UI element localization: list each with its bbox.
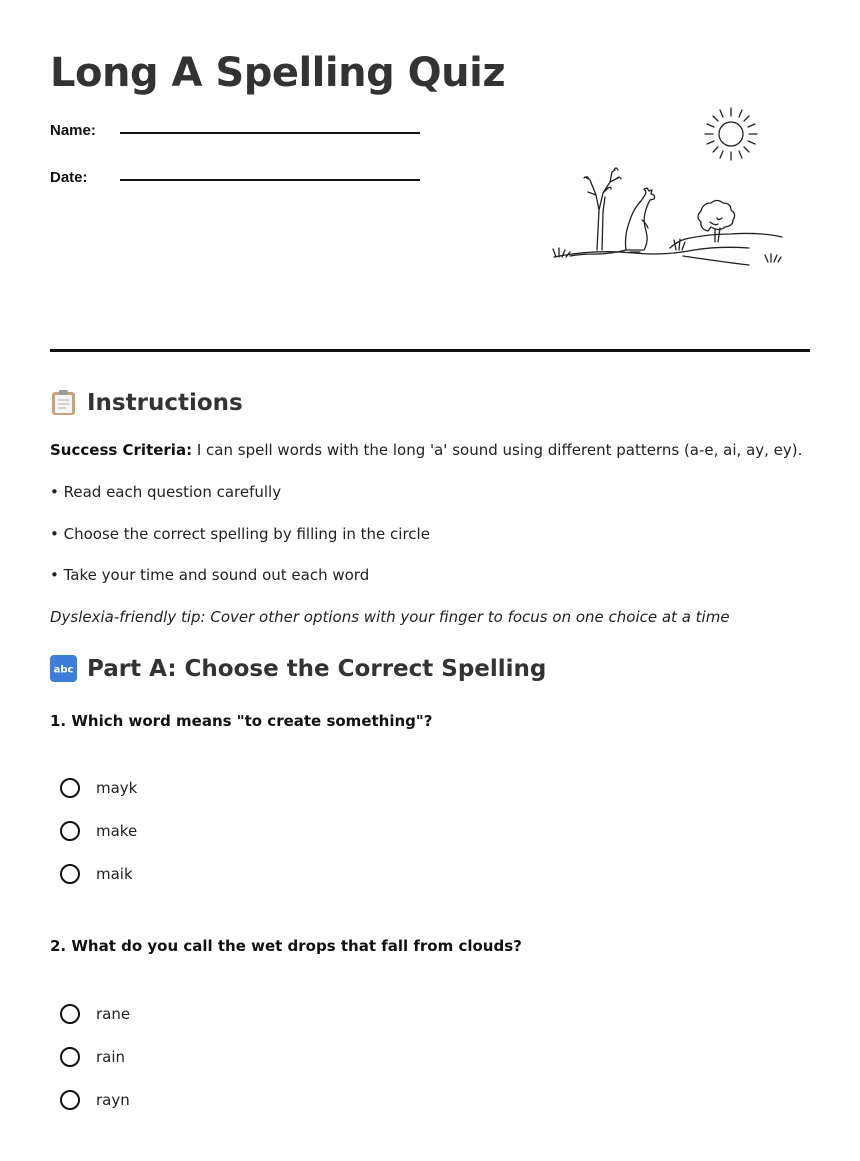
gum-tree-icon <box>584 168 621 250</box>
q1-option-2[interactable] <box>60 821 137 841</box>
q2-option-1[interactable] <box>60 1004 130 1024</box>
radio-circle[interactable] <box>60 821 80 841</box>
ground-icon <box>554 233 782 265</box>
name-label: Name: <box>50 122 96 139</box>
radio-circle[interactable] <box>60 864 80 884</box>
instruction-bullet: • Take your time and sound out each word <box>50 566 370 584</box>
sun-icon <box>705 108 757 160</box>
name-line[interactable] <box>120 132 420 134</box>
svg-text:abc: abc <box>53 664 74 676</box>
kangaroo-landscape-illustration <box>550 100 790 270</box>
instructions-heading <box>50 389 243 416</box>
kangaroo-icon <box>570 188 655 256</box>
grass-tufts-icon <box>553 239 781 262</box>
question-1: 1. Which word means "to create something"? <box>50 712 433 730</box>
date-label: Date: <box>50 169 88 186</box>
option-label: rain <box>96 1048 126 1066</box>
option-label: rayn <box>96 1091 130 1109</box>
part-a-heading-text: Part A: Choose the Correct Spelling <box>87 655 547 682</box>
radio-circle[interactable] <box>60 1047 80 1067</box>
dyslexia-tip: Dyslexia-friendly tip: Cover other options with your finger to focus on one choice at a time <box>50 608 730 626</box>
instruction-bullet: • Choose the correct spelling by filling in the circle <box>50 525 430 543</box>
success-criteria <box>50 441 802 459</box>
instruction-bullet: • Read each question carefully <box>50 483 282 501</box>
part-a-heading <box>50 655 546 682</box>
q2-option-2[interactable] <box>60 1047 125 1067</box>
radio-circle[interactable] <box>60 778 80 798</box>
instructions-heading-text: Instructions <box>87 389 243 416</box>
success-criteria-text: I can spell words with the long 'a' sound using different patterns (a-e, ai, ay, ey). <box>192 441 803 459</box>
radio-circle[interactable] <box>60 1004 80 1024</box>
q1-option-3[interactable] <box>60 864 133 884</box>
option-label: make <box>96 822 138 840</box>
option-label: mayk <box>96 779 138 797</box>
clipboard-icon <box>50 389 77 416</box>
radio-circle[interactable] <box>60 1090 80 1110</box>
success-criteria-label: Success Criteria: <box>50 441 193 459</box>
q1-option-1[interactable] <box>60 778 137 798</box>
q2-option-3[interactable] <box>60 1090 130 1110</box>
question-2: 2. What do you call the wet drops that fall from clouds? <box>50 937 522 955</box>
abc-icon <box>50 655 77 682</box>
option-label: rane <box>96 1005 131 1023</box>
header-divider <box>50 349 810 352</box>
option-label: maik <box>96 865 133 883</box>
page-title: Long A Spelling Quiz <box>50 50 506 96</box>
date-line[interactable] <box>120 179 420 181</box>
